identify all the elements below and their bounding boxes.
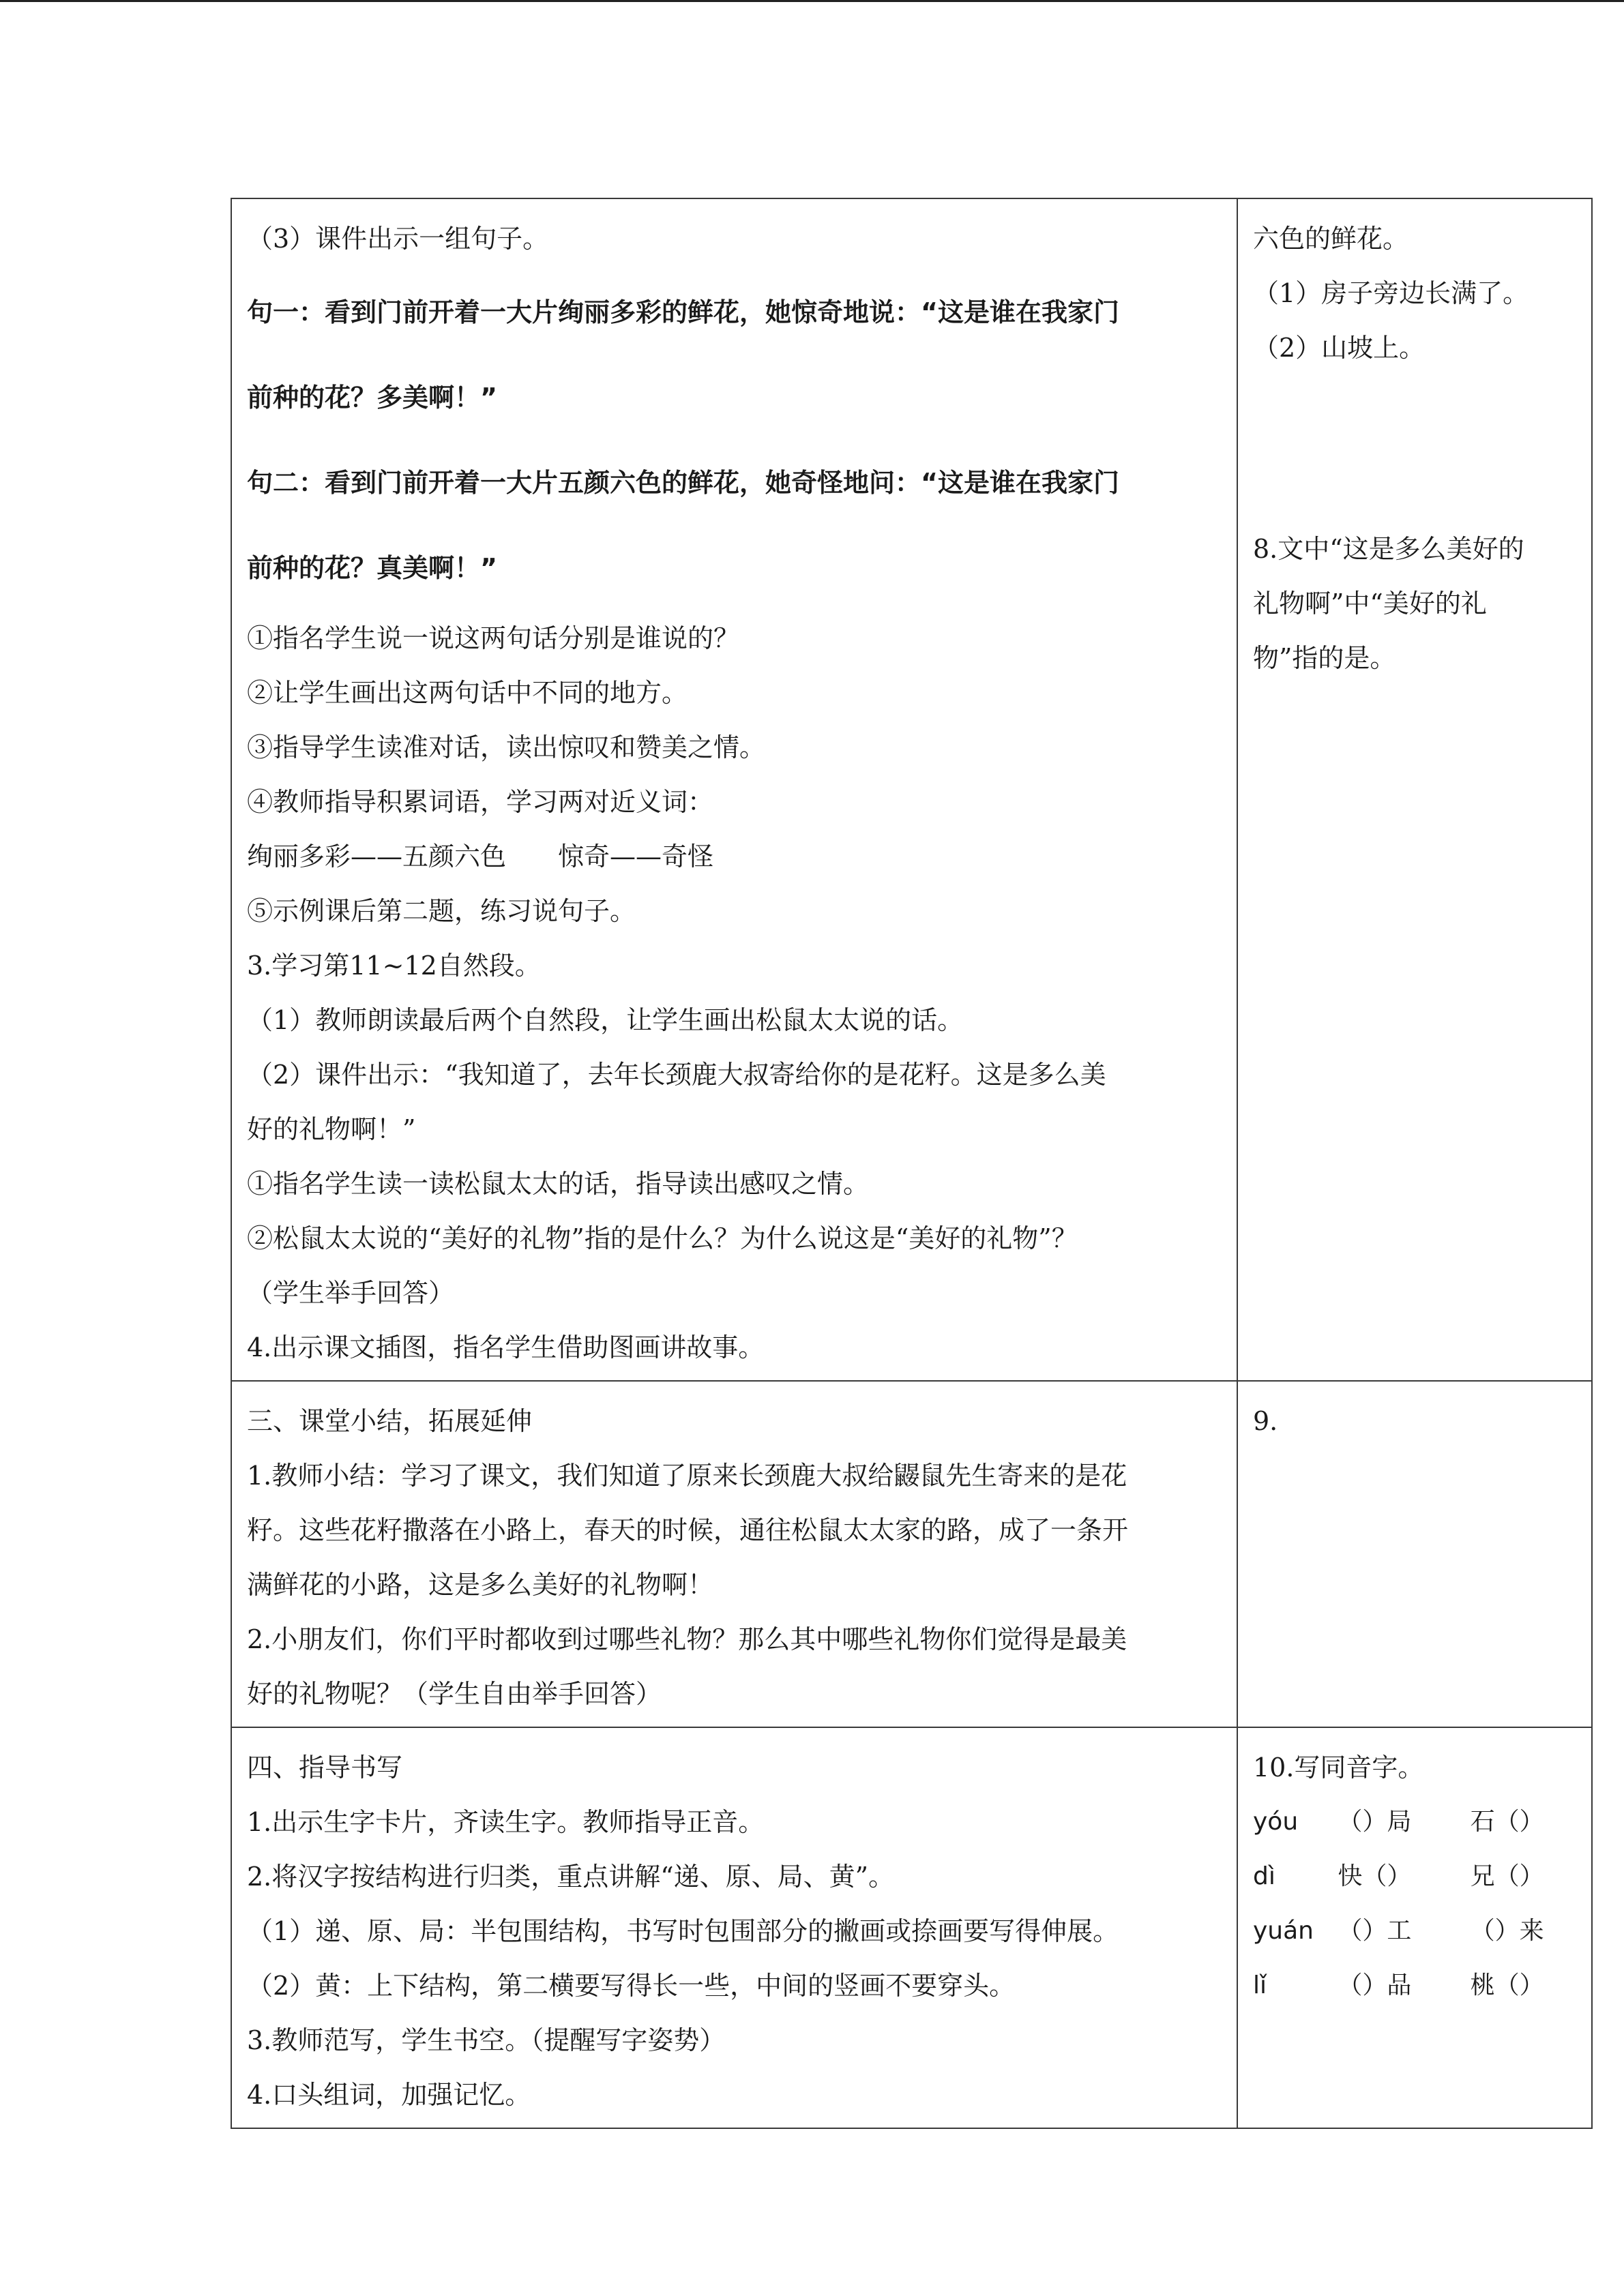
blank-word: （）来 — [1470, 1917, 1544, 1945]
text-line: 好的礼物啊！” — [247, 1114, 416, 1144]
blank-word: （）局 — [1338, 1808, 1412, 1836]
exercise-cell — [1237, 1381, 1592, 1727]
blank-word: （）品 — [1338, 1971, 1412, 1999]
exercise-cell — [1237, 198, 1592, 1381]
question-8-line: 物”指的是。 — [1253, 643, 1396, 673]
sentence-two-line: 句二：看到门前开着一大片五颜六色的鲜花，她奇怪地问：“这是谁在我家门 — [247, 468, 1119, 498]
question-10-title: 10.写同音字。 — [1253, 1753, 1424, 1783]
text-line: （1）递、原、局：半包围结构，书写时包围部分的撇画或捺画要写得伸展。 — [247, 1916, 1119, 1946]
sentence-one-line: 句一：看到门前开着一大片绚丽多彩的鲜花，她惊奇地说：“这是谁在我家门 — [247, 297, 1119, 327]
blank-word: （）工 — [1338, 1917, 1412, 1945]
spacer — [1253, 375, 1576, 522]
text-line: 4.口头组词，加强记忆。 — [247, 2080, 531, 2110]
blank-word: 石（） — [1470, 1808, 1544, 1836]
pinyin-row — [1253, 1958, 1576, 2013]
synonym-pairs: 绚丽多彩——五颜六色 惊奇——奇怪 — [247, 841, 714, 871]
text-line: （学生举手回答） — [247, 1278, 455, 1308]
lesson-steps-cell — [231, 198, 1237, 1381]
text-line: 1.出示生字卡片，齐读生字。教师指导正音。 — [247, 1807, 765, 1837]
exercise-line: （1）房子旁边长满了。 — [1253, 278, 1529, 308]
table-row — [231, 1381, 1592, 1727]
blank-word: 快（） — [1338, 1862, 1412, 1890]
text-line: （3）课件出示一组句子。 — [247, 224, 549, 254]
text-line: 1.教师小结：学习了课文，我们知道了原来长颈鹿大叔给鼹鼠先生寄来的是花 — [247, 1461, 1127, 1491]
question-8-line: 8.文中“这是多么美好的 — [1253, 534, 1524, 564]
text-line: 3.学习第11~12自然段。 — [247, 951, 541, 981]
text-line: ①指名学生说一说这两句话分别是谁说的？ — [247, 623, 740, 653]
text-line: ⑤示例课后第二题，练习说句子。 — [247, 896, 636, 926]
question-9-line: 9. — [1253, 1406, 1278, 1436]
section-heading: 四、指导书写 — [247, 1753, 403, 1783]
text-line: ①指名学生读一读松鼠太太的话，指导读出感叹之情。 — [247, 1169, 870, 1199]
summary-cell — [231, 1381, 1237, 1727]
section-heading: 三、课堂小结，拓展延伸 — [247, 1406, 533, 1436]
text-line: ③指导学生读准对话，读出惊叹和赞美之情。 — [247, 732, 766, 762]
text-line: （2）课件出示：“我知道了，去年长颈鹿大叔寄给你的是花籽。这是多么美 — [247, 1060, 1106, 1090]
writing-guide-cell — [231, 1727, 1237, 2128]
text-line: 4.出示课文插图，指名学生借助图画讲故事。 — [247, 1332, 765, 1362]
blank-word: 兄（） — [1470, 1862, 1544, 1890]
text-line: 籽。这些花籽撒落在小路上，春天的时候，通往松鼠太太家的路，成了一条开 — [247, 1515, 1129, 1545]
lesson-plan-table — [231, 198, 1593, 2129]
text-line: 2.小朋友们，你们平时都收到过哪些礼物？那么其中哪些礼物你们觉得是最美 — [247, 1624, 1127, 1654]
exercise-line: （2）山坡上。 — [1253, 333, 1426, 363]
sentence-one-cont: 前种的花？多美啊！” — [247, 383, 497, 413]
exercise-cell — [1237, 1727, 1592, 2128]
pinyin-row — [1253, 1849, 1576, 1904]
pinyin-row — [1253, 1904, 1576, 1958]
text-line: 满鲜花的小路，这是多么美好的礼物啊！ — [247, 1570, 714, 1600]
text-line: ②松鼠太太说的“美好的礼物”指的是什么？为什么说这是“美好的礼物”？ — [247, 1223, 1078, 1253]
pinyin-label: yuán — [1253, 1917, 1314, 1945]
blank-word: 桃（） — [1470, 1971, 1544, 1999]
text-line: （1）教师朗读最后两个自然段，让学生画出松鼠太太说的话。 — [247, 1005, 964, 1035]
pinyin-label: dì — [1253, 1862, 1275, 1890]
table-row — [231, 198, 1592, 1381]
text-line: 好的礼物呢？（学生自由举手回答） — [247, 1679, 662, 1709]
text-line: ②让学生画出这两句话中不同的地方。 — [247, 678, 688, 708]
text-line: （2）黄：上下结构，第二横要写得长一些，中间的竖画不要穿头。 — [247, 1971, 1016, 2001]
pinyin-row — [1253, 1795, 1576, 1849]
exercise-line: 六色的鲜花。 — [1253, 224, 1409, 254]
text-line: 2.将汉字按结构进行归类，重点讲解“递、原、局、黄”。 — [247, 1862, 895, 1892]
pinyin-label: lǐ — [1253, 1971, 1267, 1999]
pinyin-label: yóu — [1253, 1808, 1299, 1836]
table-row — [231, 1727, 1592, 2128]
text-line: 3.教师范写，学生书空。（提醒写字姿势） — [247, 2025, 726, 2055]
sentence-two-cont: 前种的花？真美啊！” — [247, 553, 497, 583]
question-8-line: 礼物啊”中“美好的礼 — [1253, 588, 1487, 618]
page-top-border — [0, 0, 1624, 2]
text-line: ④教师指导积累词语，学习两对近义词： — [247, 787, 714, 817]
